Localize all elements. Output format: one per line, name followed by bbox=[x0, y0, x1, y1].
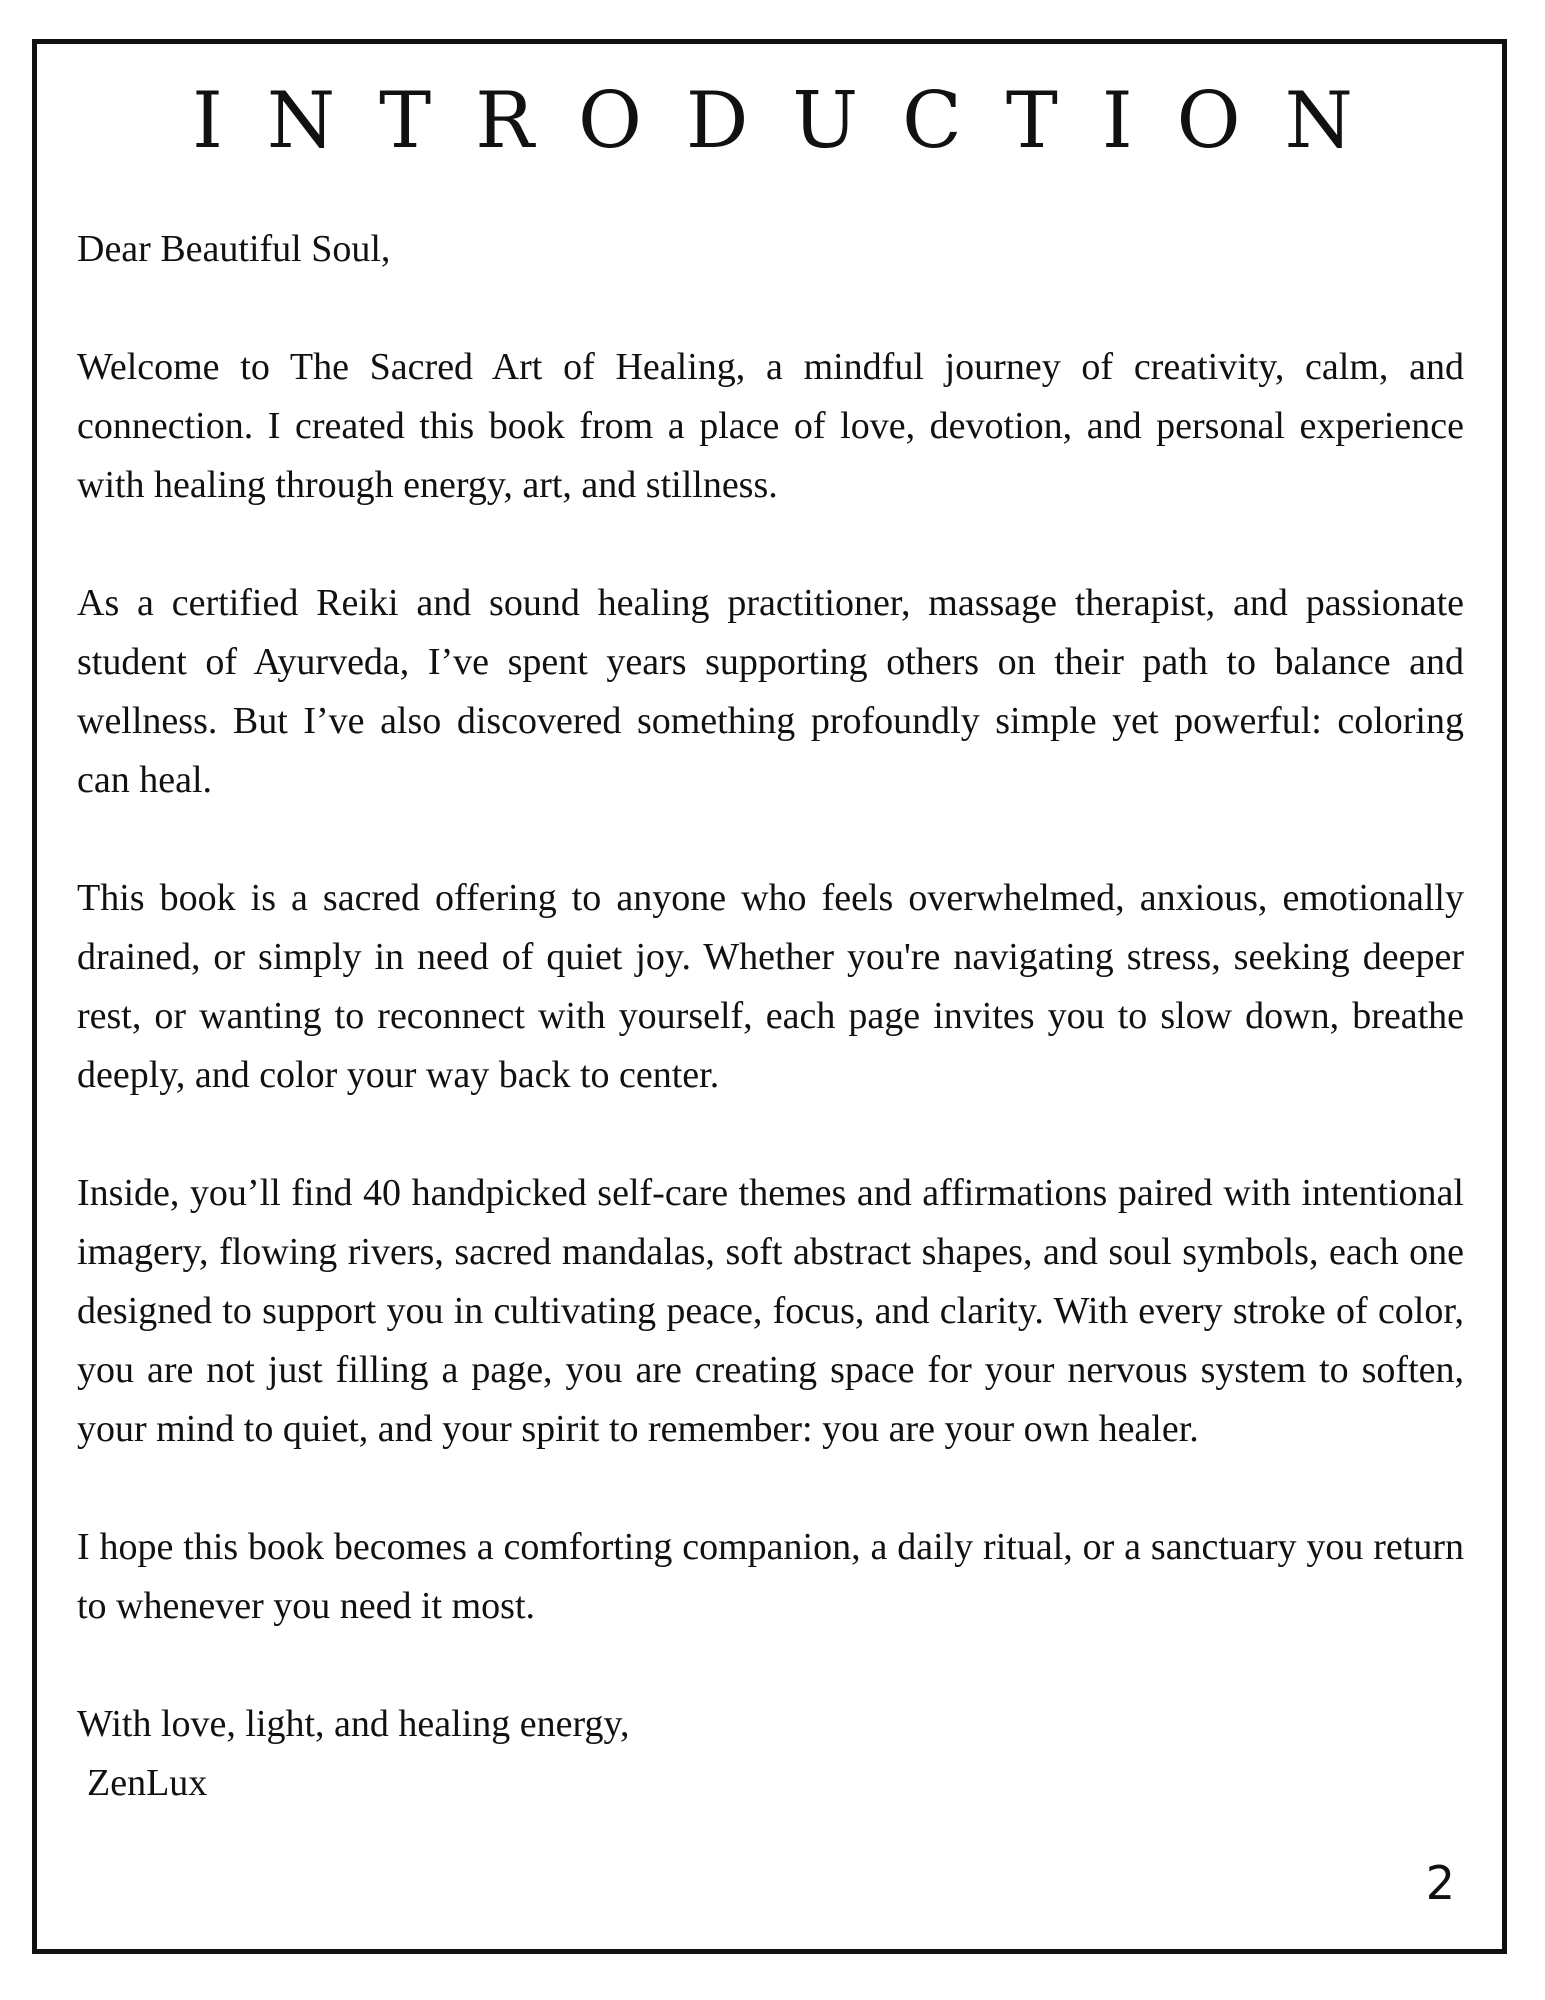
paragraph-hope: I hope this book becomes a comforting companion, a daily ritual, or a sanctuary you return to whenever you need it most. bbox=[77, 1526, 1464, 1627]
paragraph-offering: This book is a sacred offering to anyone who feels overwhelmed, anxious, emotionally drained, or simply in need of quiet joy. Whether you're navigating stress, seeking deeper rest, or wanting to reconnect with yourself, each page invites you to slow down, breathe deeply, and color your way back to center. bbox=[77, 877, 1464, 1096]
salutation: Dear Beautiful Soul, bbox=[77, 228, 391, 270]
page-title: INTRODUCTION bbox=[192, 76, 1397, 166]
paragraph-welcome: Welcome to The Sacred Art of Healing, a mindful journey of creativity, calm, and connection. I created this book from a place of love, devotion, and personal experience with healing through energy, art, and stillness. bbox=[77, 346, 1464, 506]
signature: ZenLux bbox=[87, 1762, 208, 1804]
paragraph-background: As a certified Reiki and sound healing practitioner, massage therapist, and passionate student of Ayurveda, I’ve spent years supporting others on their path to balance and wellness. But I’ve also discovered something profoundly simple yet powerful: coloring can heal. bbox=[77, 582, 1464, 801]
letter-body bbox=[77, 220, 1464, 1813]
paragraph-inside: Inside, you’ll find 40 handpicked self-care themes and affirmations paired with intentional imagery, flowing rivers, sacred mandalas, soft abstract shapes, and soul symbols, each one designed to support you in cultivating peace, focus, and clarity. With every stroke of color, you are not just filling a page, you are creating space for your nervous system to soften, your mind to quiet, and your spirit to remember: you are your own healer. bbox=[77, 1172, 1464, 1450]
page-number: 2 bbox=[1425, 1856, 1455, 1910]
closing-line: With love, light, and healing energy, bbox=[77, 1703, 630, 1745]
